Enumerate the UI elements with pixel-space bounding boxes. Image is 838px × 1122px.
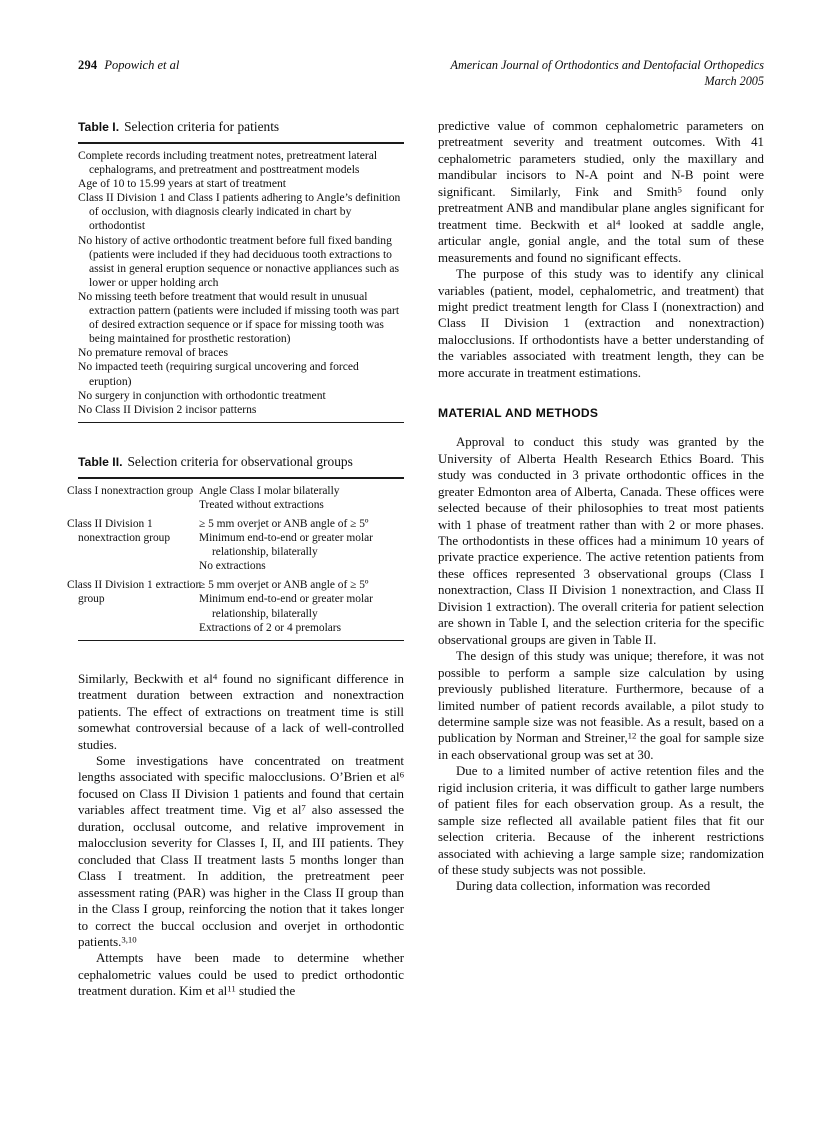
group-criterion-cell: Minimum end-to-end or greater molar relationship, bilaterally xyxy=(199,532,373,559)
table-row: Complete records including treatment notes, pretreatment lateral cephalograms, and pretreatment and posttreatment models xyxy=(78,149,378,177)
text-run: the goal for sample size in each observational group was set at 30. xyxy=(438,731,764,762)
table-row: No premature removal of braces xyxy=(78,346,229,360)
section-heading-material-and-methods: MATERIAL AND METHODS xyxy=(438,406,599,421)
citation-ref: 7 xyxy=(301,802,306,813)
table-1-label: Table I. xyxy=(78,120,120,134)
text-run: looked at saddle angle, articular angle, gonial angle, and the total sum of these measurements and found no significant effects. xyxy=(438,217,764,265)
text-run: studied the xyxy=(235,984,296,999)
table-2 xyxy=(67,453,404,641)
spacer-between-tables xyxy=(78,429,404,453)
table-1 xyxy=(78,118,404,423)
running-head-left xyxy=(78,58,179,73)
text-run: predictive value of common cephalometric parameters on pretreatment severity and treatment outcomes. With 41 cephalometric parameters studied, only the maxillary and mandibular incisors to N-A point and N-B point were significant. Similarly, Fink and Smith xyxy=(438,119,764,199)
table-1-body xyxy=(78,144,404,422)
right-column xyxy=(438,118,764,895)
table-2-body xyxy=(67,479,404,640)
table-row: No surgery in conjunction with orthodontic treatment xyxy=(78,388,326,402)
right-paragraph-5: Due to a limited number of active retention files and the rigid inclusion criteria, it was difficult to gather large numbers of patient files for each observation group. As a result, the sample size reflected all available patient files that fit our selection criteria. Because of the inherent restrictions associated with achieving a large sample size; randomization of these study subjects was not possible. xyxy=(438,764,764,878)
citation-ref: 4 xyxy=(615,217,621,228)
right-paragraph-2: The purpose of this study was to identify any clinical variables (patient, model, cephalometric, and treatment) that might predict treatment length for Class I (nonextraction) and Class II Division 1 (extraction and nonextraction) malocclusions. If orthodontists have a better understanding of the variables associated with treatment length, they can be more accurate in treatment estimations. xyxy=(438,267,764,380)
right-paragraph-3: Approval to conduct this study was granted by the University of Alberta Health Research Ethics Board. This study was conducted in 3 private orthodontic offices in the greater Edmonton area of Alberta, Canada. These offices were selected because of their philosophies to treat most patients with 1 phase of treatment rather than with 2 or more phases. The orthodontists in these offices had a minimum 10 years of private practice experience. The active retention patients from these offices represented 3 observational groups (Class I nonextraction, Class II Division 1 nonextraction, and Class II Division 1 extraction). The overall criteria for patient selection are shown in Table I, and the selection criteria for the specific observational groups are given in Table II. xyxy=(438,435,764,647)
left-paragraph-3 xyxy=(78,950,404,999)
table-2-caption: Selection criteria for observational groups xyxy=(127,453,353,469)
text-run: The design of this study was unique; therefore, it was not possible to perform a sample size calculation by using previously published literature. Furthermore, because of a limited number of patient records available, a pilot study to determine sample size was not feasible. As a result, based on a publication by Norman and Streiner, xyxy=(438,649,764,746)
citation-ref: 4 xyxy=(212,671,218,682)
table-2-label: Table II. xyxy=(78,454,123,469)
group-criterion-cell: Minimum end-to-end or greater molar relationship, bilaterally xyxy=(199,593,373,620)
spacer-after-table-2 xyxy=(78,647,404,671)
group-criterion-cell: Extractions of 2 or 4 premolars xyxy=(199,621,342,634)
text-run: found only pretreatment ANB and mandibular plane angles significant for treatment time. Beckwith et al xyxy=(438,184,765,232)
left-paragraph-2 xyxy=(78,753,404,950)
table-row: No impacted teeth (requiring surgical uncovering and forced eruption) xyxy=(78,360,359,388)
citation-ref: 12 xyxy=(627,730,637,741)
spacer-after-heading xyxy=(438,421,764,434)
table-2-title xyxy=(78,453,404,477)
right-paragraph-6: During data collection, information was recorded xyxy=(456,879,711,894)
table-row xyxy=(78,484,404,498)
left-paragraph-1 xyxy=(78,671,404,753)
citation-ref: 6 xyxy=(399,769,404,780)
group-criterion-cell: ≥ 5 mm overjet or ANB angle of ≥ 5º xyxy=(199,517,369,530)
table-1-caption: Selection criteria for patients xyxy=(124,119,280,134)
right-paragraph-4 xyxy=(438,648,764,763)
right-paragraph-1 xyxy=(438,118,764,266)
page-number: 294 xyxy=(78,58,98,72)
citation-ref: 3,10 xyxy=(121,934,137,945)
table-row xyxy=(78,517,404,531)
table-1-bottom-rule xyxy=(78,422,404,423)
table-row: No history of active orthodontic treatment before full fixed banding (patients were included if they had deciduous tooth extractions to assist in general eruption sequence or nonactive appliances such as lower or upper holding arch xyxy=(78,233,400,289)
running-head-authors: Popowich et al xyxy=(104,58,180,72)
group-criterion-cell: Treated without extractions xyxy=(199,498,324,511)
table-row xyxy=(78,578,404,592)
group-name-cell: Class II Division 1 extraction group xyxy=(67,579,202,606)
group-name-cell: Class I nonextraction group xyxy=(67,484,194,497)
journal-title: American Journal of Orthodontics and Dentofacial Orthopedics xyxy=(450,58,764,72)
table-row: No Class II Division 2 incisor patterns xyxy=(78,402,257,416)
text-run: found no significant difference in treatment duration between extraction and nonextraction patients. The effect of extractions on treatment time is still somewhat controversial because of a lack of well-controlled studies. xyxy=(78,671,404,752)
running-head-right xyxy=(451,58,764,89)
table-1-title xyxy=(78,118,404,142)
table-row: Age of 10 to 15.99 years at start of treatment xyxy=(78,177,286,191)
group-name-cell: Class II Division 1 nonextraction group xyxy=(67,517,171,545)
table-row: No missing teeth before treatment that would result in unusual extraction pattern (patients were included if missing tooth was part of desired extraction sequence or if space for missing tooth was being maintained for prosthetic restoration) xyxy=(78,289,400,346)
text-run: Attempts have been made to determine whether cephalometric values could be used to predict orthodontic treatment duration. Kim et al xyxy=(78,951,404,999)
text-run: Similarly, Beckwith et al xyxy=(78,671,213,686)
table-row: Class II Division 1 and Class I patients adhering to Angle’s definition of occlusion, with diagnosis clearly indicated in chart by orthodontist xyxy=(78,191,401,233)
text-run: focused on Class II Division 1 patients and found that certain variables affect treatment time. Vig et al xyxy=(78,786,404,818)
spacer-before-heading xyxy=(438,381,764,405)
citation-ref: 5 xyxy=(677,184,682,195)
text-run: Some investigations have concentrated on treatment lengths associated with specific malocclusions. O’Brien et al xyxy=(78,753,404,785)
issue-date: March 2005 xyxy=(704,73,764,88)
running-head xyxy=(78,58,764,100)
group-criterion-cell: Angle Class I molar bilaterally xyxy=(199,484,340,497)
citation-ref: 11 xyxy=(227,983,236,994)
table-2-bottom-rule xyxy=(78,640,404,641)
group-criterion-cell: No extractions xyxy=(199,560,266,573)
table-2-grid xyxy=(67,484,404,635)
text-run: also assessed the duration, occlusal outcome, and relative improvement in malocclusion severity for Classes I, II, and III patients. They concluded that Class II treatment lasts 5 months longer than Class I treatment. In addition, the pretreatment peer assessment rating (PAR) was higher in the Class II group than in the Class I group, reinforcing the notion that it takes longer to correct the buccal occlusion and overjet in orthodontic patients. xyxy=(78,803,405,949)
left-column xyxy=(67,118,405,1000)
group-criterion-cell: ≥ 5 mm overjet or ANB angle of ≥ 5º xyxy=(199,579,369,592)
